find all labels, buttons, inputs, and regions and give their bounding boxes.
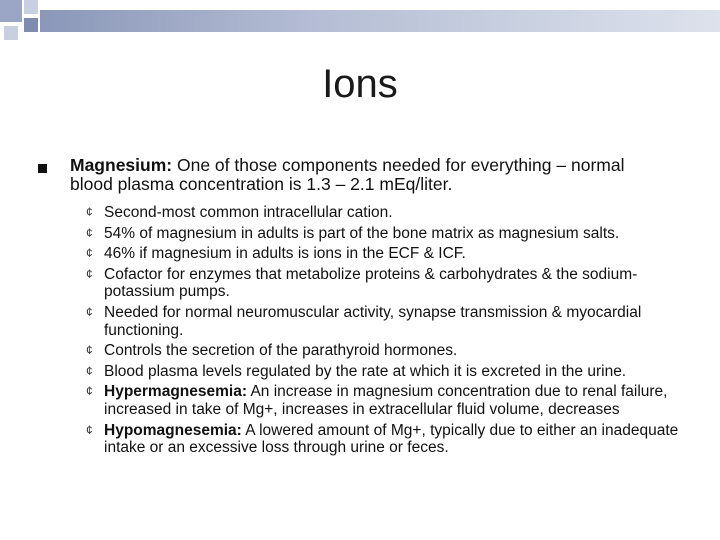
slide-content (38, 156, 698, 460)
corner-square (0, 0, 22, 22)
list-item (86, 342, 698, 360)
circle-bullet-icon: ¢ (86, 304, 93, 319)
list-item (86, 383, 698, 418)
list-item (86, 266, 698, 301)
term-hypermagnesemia: Hypermagnesemia: (104, 383, 248, 401)
main-bullet (38, 156, 698, 194)
header-bar (40, 10, 720, 32)
square-bullet-icon (38, 164, 47, 173)
circle-bullet-icon: ¢ (86, 225, 93, 240)
circle-bullet-icon: ¢ (86, 205, 93, 219)
sub-bullet-text: Controls the secretion of the parathyroid hormones. (104, 342, 458, 360)
term-hypomagnesemia: Hypomagnesemia: (104, 421, 242, 439)
list-item (86, 363, 698, 381)
main-bullet-body: One of those components needed for everything – normal blood plasma concentration is 1.3 – 2.1 mEq/liter. (70, 155, 625, 194)
list-item (86, 225, 698, 243)
corner-square (4, 26, 18, 40)
circle-bullet-icon: ¢ (86, 266, 93, 281)
slide-title: Ions (322, 62, 398, 106)
list-item (86, 204, 698, 222)
sub-bullet-text: Hypermagnesemia: An increase in magnesium concentration due to renal failure, increased in take of Mg+, increases in extracellular fluid volume, decreases (104, 383, 668, 418)
corner-square (24, 18, 38, 32)
circle-bullet-icon: ¢ (86, 363, 93, 378)
circle-bullet-icon: ¢ (86, 422, 93, 437)
sub-bullet-text: Blood plasma levels regulated by the rate at which it is excreted in the urine. (104, 362, 627, 380)
circle-bullet-icon: ¢ (86, 384, 93, 399)
circle-bullet-icon: ¢ (86, 343, 93, 358)
sub-bullet-text: Cofactor for enzymes that metabolize proteins & carbohydrates & the sodium-potassium pumps. (104, 265, 638, 301)
sub-bullet-text: Hypomagnesemia: A lowered amount of Mg+, typically due to either an inadequate intake or an excessive loss through urine or feces. (104, 421, 679, 457)
sub-bullet-text: 46% if magnesium in adults is ions in the ECF & ICF. (104, 245, 466, 263)
corner-square (24, 0, 38, 14)
sub-bullet-text: 54% of magnesium in adults is part of the bone matrix as magnesium salts. (104, 224, 620, 242)
main-bullet-text (70, 156, 670, 194)
sub-bullet-list (86, 204, 698, 457)
list-item (86, 304, 698, 339)
list-item (86, 422, 698, 457)
sub-bullet-text: Second-most common intracellular cation. (104, 204, 393, 221)
list-item (86, 245, 698, 263)
main-bullet-term: Magnesium: (70, 155, 173, 175)
circle-bullet-icon: ¢ (86, 246, 93, 261)
sub-bullet-text: Needed for normal neuromuscular activity, synapse transmission & myocardial functioning. (104, 303, 642, 339)
